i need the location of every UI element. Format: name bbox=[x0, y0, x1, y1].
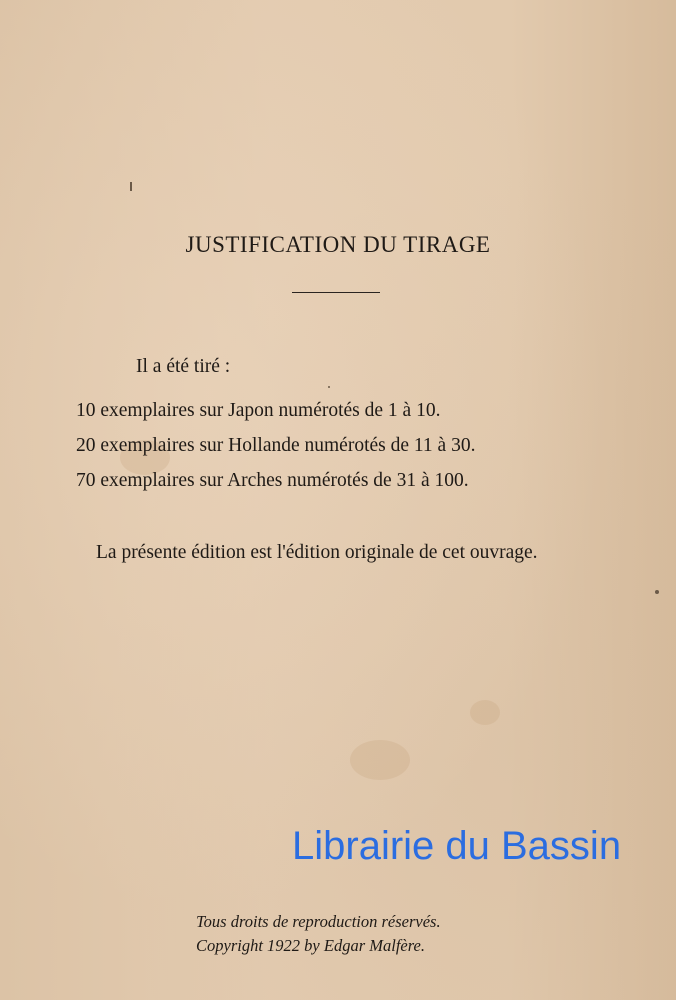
page-title: JUSTIFICATION DU TIRAGE bbox=[185, 232, 491, 257]
original-edition-note: La présente édition est l'édition originale de cet ouvrage. bbox=[96, 542, 538, 563]
edition-intro: Il a été tiré : bbox=[136, 356, 231, 377]
paper-speck bbox=[130, 182, 132, 191]
copyright-line: Copyright 1922 by Edgar Malfère. bbox=[196, 936, 425, 955]
paper-stain bbox=[470, 700, 500, 725]
rights-reserved: Tous droits de reproduction réservés. bbox=[196, 912, 441, 931]
paper-stain bbox=[350, 740, 410, 780]
edition-line-japon: 10 exemplaires sur Japon numérotés de 1 à 10. bbox=[76, 400, 441, 421]
title-rule bbox=[292, 292, 380, 293]
paper-speck bbox=[328, 386, 330, 388]
paper-speck bbox=[655, 590, 659, 594]
edition-line-hollande: 20 exemplaires sur Hollande numérotés de 11 à 30. bbox=[76, 435, 476, 456]
watermark-text: Librairie du Bassin bbox=[292, 824, 622, 868]
edition-line-arches: 70 exemplaires sur Arches numérotés de 31 à 100. bbox=[76, 470, 469, 491]
